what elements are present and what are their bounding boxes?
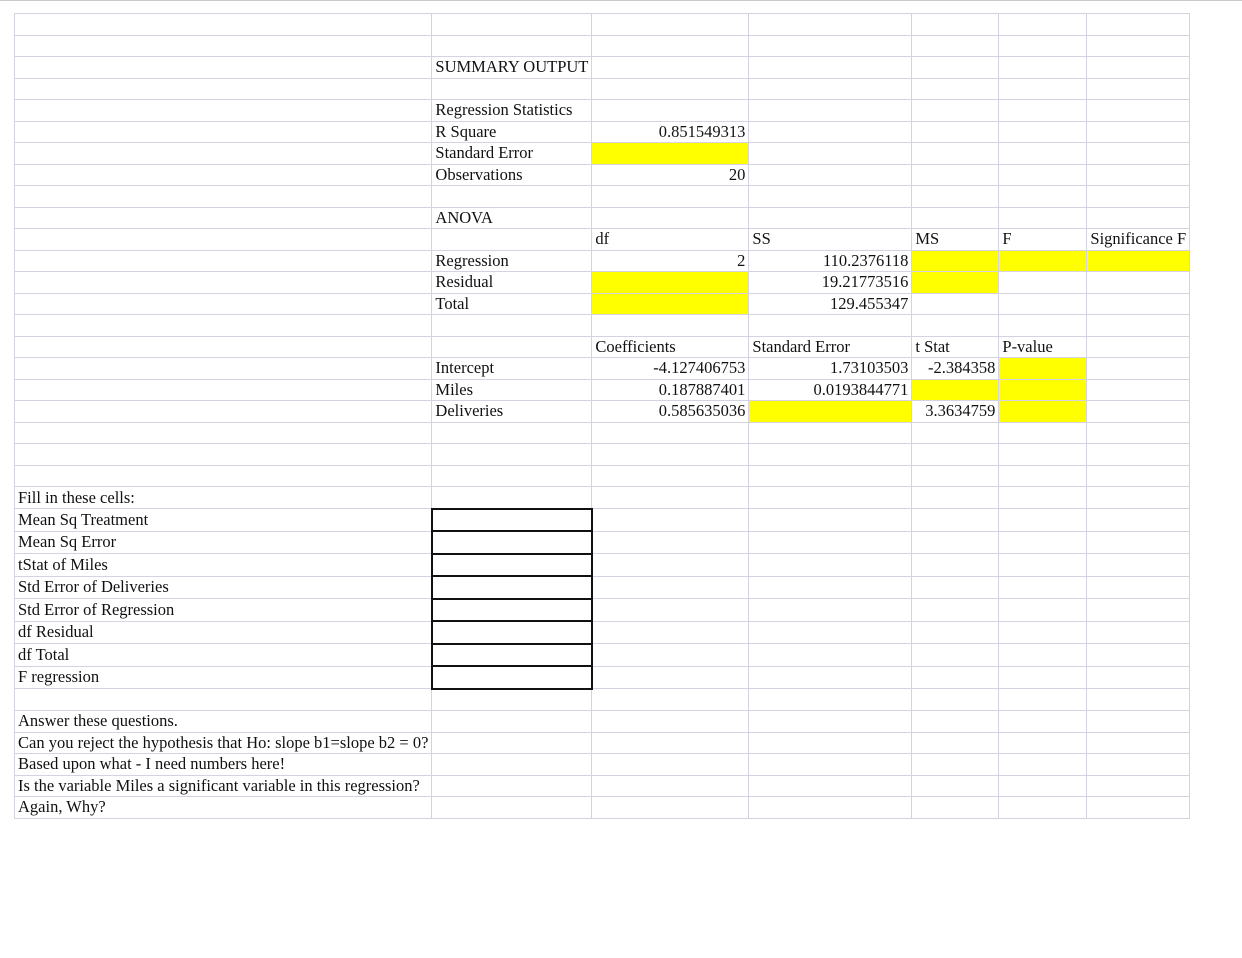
sheet-row [15,164,1190,186]
cell[interactable] [999,711,1087,733]
anova-total-label[interactable]: Total [432,293,592,315]
cell[interactable] [749,576,912,599]
cell[interactable] [1087,186,1190,208]
cell[interactable] [1087,797,1190,819]
coef-intercept-se[interactable]: 1.73103503 [749,358,912,380]
cell[interactable] [749,554,912,577]
cell[interactable] [1087,272,1190,294]
cell[interactable] [15,207,432,229]
cell[interactable] [592,531,749,554]
sheet-row [15,775,1190,797]
cell[interactable] [592,78,749,100]
anova-header-significance-f[interactable]: Significance F [1087,229,1190,251]
fill-in-heading[interactable]: Fill in these cells: [15,487,432,509]
coef-header-standard-error[interactable]: Standard Error [749,336,912,358]
cell[interactable] [592,666,749,689]
cell[interactable] [1087,422,1190,444]
cell[interactable] [749,689,912,711]
sheet-row [15,379,1190,401]
cell[interactable] [15,401,432,423]
cell[interactable] [1087,689,1190,711]
cell[interactable] [749,444,912,466]
anova-header-ms[interactable]: MS [912,229,999,251]
cell[interactable] [999,14,1087,36]
fill-in-item-label[interactable]: Mean Sq Error [15,531,432,554]
cell[interactable] [432,35,592,57]
fill-in-item-label[interactable]: tStat of Miles [15,554,432,577]
cell[interactable] [1087,35,1190,57]
cell[interactable] [592,775,749,797]
cell[interactable] [912,644,999,667]
cell[interactable] [432,487,592,509]
cell[interactable] [912,186,999,208]
cell[interactable] [1087,754,1190,776]
observations-value[interactable]: 20 [592,164,749,186]
cell[interactable] [15,358,432,380]
cell[interactable] [912,422,999,444]
answer-cell-df-residual[interactable] [432,621,592,644]
sheet-row [15,644,1190,667]
cell[interactable] [592,315,749,337]
cell[interactable] [912,444,999,466]
cell[interactable] [432,336,592,358]
cell[interactable] [912,576,999,599]
sheet-row [15,121,1190,143]
cell[interactable] [592,14,749,36]
coef-deliveries-p-value-highlighted[interactable] [999,401,1087,423]
coef-miles-value[interactable]: 0.187887401 [592,379,749,401]
cell[interactable] [912,732,999,754]
sheet-row [15,272,1190,294]
coef-header-coefficients[interactable]: Coefficients [592,336,749,358]
cell[interactable] [999,444,1087,466]
anova-residual-ss[interactable]: 19.21773516 [749,272,912,294]
cell[interactable] [15,315,432,337]
questions-heading[interactable]: Answer these questions. [15,711,432,733]
cell[interactable] [1087,509,1190,532]
cell[interactable] [912,57,999,79]
cell[interactable] [1087,576,1190,599]
cell[interactable] [749,754,912,776]
anova-regression-label[interactable]: Regression [432,250,592,272]
cell[interactable] [592,186,749,208]
fill-in-item-label[interactable]: Mean Sq Treatment [15,509,432,532]
cell[interactable] [999,576,1087,599]
sheet-row [15,358,1190,380]
cell[interactable] [15,379,432,401]
cell[interactable] [15,35,432,57]
coef-intercept-p-value-highlighted[interactable] [999,358,1087,380]
cell[interactable] [1087,315,1190,337]
sheet-row [15,509,1190,532]
cell[interactable] [999,78,1087,100]
question-item[interactable]: Based upon what - I need numbers here! [15,754,432,776]
regression-statistics-heading[interactable]: Regression Statistics [432,100,592,122]
anova-regression-significance-f-highlighted[interactable] [1087,250,1190,272]
cell[interactable] [912,554,999,577]
sheet-row [15,422,1190,444]
cell[interactable] [912,143,999,165]
cell[interactable] [749,186,912,208]
cell[interactable] [999,164,1087,186]
coef-miles-se[interactable]: 0.0193844771 [749,379,912,401]
cell[interactable] [1087,666,1190,689]
coef-deliveries-se-highlighted[interactable] [749,401,912,423]
cell[interactable] [1087,121,1190,143]
cell[interactable] [999,797,1087,819]
anova-total-ss[interactable]: 129.455347 [749,293,912,315]
cell[interactable] [432,14,592,36]
cell[interactable] [15,164,432,186]
fill-in-item-label[interactable]: df Total [15,644,432,667]
cell[interactable] [15,250,432,272]
r-square-value[interactable]: 0.851549313 [592,121,749,143]
cell[interactable] [1087,143,1190,165]
cell[interactable] [1087,775,1190,797]
cell[interactable] [999,509,1087,532]
cell[interactable] [592,487,749,509]
cell[interactable] [15,465,432,487]
anova-header-df[interactable]: df [592,229,749,251]
anova-regression-df[interactable]: 2 [592,250,749,272]
answer-cell-tstat-miles[interactable] [432,554,592,577]
sheet-row [15,401,1190,423]
cell[interactable] [432,78,592,100]
sheet-row [15,14,1190,36]
sheet-row [15,531,1190,554]
cell[interactable] [592,509,749,532]
cell[interactable] [999,599,1087,622]
cell[interactable] [1087,57,1190,79]
cell[interactable] [999,465,1087,487]
cell[interactable] [1087,444,1190,466]
coef-deliveries-t-stat[interactable]: 3.3634759 [912,401,999,423]
coef-intercept-value[interactable]: -4.127406753 [592,358,749,380]
cell[interactable] [432,422,592,444]
cell[interactable] [749,14,912,36]
cell[interactable] [999,207,1087,229]
cell[interactable] [999,422,1087,444]
cell[interactable] [749,78,912,100]
cell[interactable] [432,797,592,819]
cell[interactable] [432,186,592,208]
question-item[interactable]: Again, Why? [15,797,432,819]
cell[interactable] [999,35,1087,57]
cell[interactable] [999,754,1087,776]
cell[interactable] [749,711,912,733]
anova-header-f[interactable]: F [999,229,1087,251]
window-top-border [0,0,1242,1]
sheet-row [15,207,1190,229]
cell[interactable] [432,754,592,776]
cell[interactable] [592,797,749,819]
cell[interactable] [999,186,1087,208]
cell[interactable] [592,422,749,444]
cell[interactable] [432,689,592,711]
question-item[interactable]: Is the variable Miles a significant variable in this regression? [15,775,432,797]
fill-in-item-label[interactable]: Std Error of Regression [15,599,432,622]
anova-residual-ms-highlighted[interactable] [912,272,999,294]
cell[interactable] [999,121,1087,143]
answer-cell-mean-sq-error[interactable] [432,531,592,554]
cell[interactable] [592,207,749,229]
cell[interactable] [749,775,912,797]
cell[interactable] [999,272,1087,294]
cell[interactable] [592,644,749,667]
cell[interactable] [749,35,912,57]
coef-header-t-stat[interactable]: t Stat [912,336,999,358]
cell[interactable] [912,689,999,711]
cell[interactable] [912,14,999,36]
cell[interactable] [912,465,999,487]
cell[interactable] [912,487,999,509]
cell[interactable] [749,315,912,337]
cell[interactable] [15,143,432,165]
sheet-row [15,78,1190,100]
cell[interactable] [1087,164,1190,186]
sheet-row [15,336,1190,358]
answer-cell-std-error-deliveries[interactable] [432,576,592,599]
cell[interactable] [912,599,999,622]
cell[interactable] [1087,293,1190,315]
sheet-row [15,689,1190,711]
cell[interactable] [1087,401,1190,423]
sheet-row [15,444,1190,466]
cell[interactable] [15,57,432,79]
cell[interactable] [749,465,912,487]
cell[interactable] [912,35,999,57]
fill-in-item-label[interactable]: df Residual [15,621,432,644]
coef-header-p-value[interactable]: P-value [999,336,1087,358]
cell[interactable] [1087,358,1190,380]
sheet-row [15,487,1190,509]
cell[interactable] [592,621,749,644]
cell[interactable] [999,57,1087,79]
cell[interactable] [432,711,592,733]
cell[interactable] [999,775,1087,797]
sheet-row [15,57,1190,79]
anova-residual-df-highlighted[interactable] [592,272,749,294]
summary-output-title[interactable]: SUMMARY OUTPUT [432,57,592,79]
cell[interactable] [15,422,432,444]
sheet-row [15,315,1190,337]
sheet-row [15,35,1190,57]
cell[interactable] [749,422,912,444]
standard-error-value-highlighted[interactable] [592,143,749,165]
cell[interactable] [432,229,592,251]
cell[interactable] [15,336,432,358]
coef-intercept-t-stat[interactable]: -2.384358 [912,358,999,380]
sheet-row [15,797,1190,819]
cell[interactable] [999,315,1087,337]
cell[interactable] [15,229,432,251]
cell[interactable] [999,732,1087,754]
cell[interactable] [999,293,1087,315]
cell[interactable] [912,207,999,229]
anova-heading[interactable]: ANOVA [432,207,592,229]
observations-label[interactable]: Observations [432,164,592,186]
cell[interactable] [749,666,912,689]
question-item[interactable]: Can you reject the hypothesis that Ho: slope b1=slope b2 = 0? [15,732,432,754]
cell[interactable] [592,57,749,79]
cell[interactable] [15,14,432,36]
cell[interactable] [912,164,999,186]
cell[interactable] [749,644,912,667]
cell[interactable] [15,121,432,143]
coef-intercept-label[interactable]: Intercept [432,358,592,380]
cell[interactable] [912,100,999,122]
cell[interactable] [1087,711,1190,733]
cell[interactable] [432,444,592,466]
cell[interactable] [1087,465,1190,487]
cell[interactable] [749,121,912,143]
cell[interactable] [1087,599,1190,622]
sheet-row [15,100,1190,122]
cell[interactable] [999,531,1087,554]
anova-regression-ms-highlighted[interactable] [912,250,999,272]
cell[interactable] [999,621,1087,644]
cell[interactable] [912,775,999,797]
cell[interactable] [999,666,1087,689]
cell[interactable] [749,797,912,819]
sheet-row [15,599,1190,622]
sheet-row [15,554,1190,577]
cell[interactable] [912,293,999,315]
cell[interactable] [1087,379,1190,401]
anova-regression-ss[interactable]: 110.2376118 [749,250,912,272]
cell[interactable] [999,100,1087,122]
cell[interactable] [749,531,912,554]
coef-miles-p-value-highlighted[interactable] [999,379,1087,401]
cell[interactable] [1087,336,1190,358]
sheet-row [15,732,1190,754]
fill-in-item-label[interactable]: F regression [15,666,432,689]
cell[interactable] [749,164,912,186]
cell[interactable] [1087,732,1190,754]
coef-deliveries-value[interactable]: 0.585635036 [592,401,749,423]
cell[interactable] [749,599,912,622]
cell[interactable] [1087,487,1190,509]
sheet-row [15,186,1190,208]
cell[interactable] [15,272,432,294]
cell[interactable] [912,78,999,100]
cell[interactable] [999,143,1087,165]
cell[interactable] [432,465,592,487]
cell[interactable] [912,121,999,143]
anova-header-ss[interactable]: SS [749,229,912,251]
cell[interactable] [999,644,1087,667]
cell[interactable] [592,35,749,57]
sheet-row [15,293,1190,315]
sheet-row [15,143,1190,165]
cell[interactable] [592,754,749,776]
cell[interactable] [1087,531,1190,554]
cell[interactable] [432,775,592,797]
cell[interactable] [749,509,912,532]
cell[interactable] [999,689,1087,711]
cell[interactable] [592,599,749,622]
cell[interactable] [749,143,912,165]
cell[interactable] [749,207,912,229]
cell[interactable] [912,531,999,554]
cell[interactable] [1087,554,1190,577]
cell[interactable] [749,100,912,122]
cell[interactable] [749,732,912,754]
cell[interactable] [15,293,432,315]
sheet-row [15,576,1190,599]
cell[interactable] [749,57,912,79]
cell[interactable] [15,444,432,466]
answer-cell-df-total[interactable] [432,644,592,667]
cell[interactable] [432,315,592,337]
cell[interactable] [432,732,592,754]
anova-regression-f-highlighted[interactable] [999,250,1087,272]
r-square-label[interactable]: R Square [432,121,592,143]
cell[interactable] [592,465,749,487]
sheet-row [15,711,1190,733]
sheet-row [15,250,1190,272]
cell[interactable] [912,621,999,644]
cell[interactable] [912,509,999,532]
coef-miles-t-stat-highlighted[interactable] [912,379,999,401]
sheet-row [15,465,1190,487]
anova-residual-label[interactable]: Residual [432,272,592,294]
cell[interactable] [912,711,999,733]
cell[interactable] [592,576,749,599]
sheet-row [15,754,1190,776]
cell[interactable] [15,689,432,711]
coef-deliveries-label[interactable]: Deliveries [432,401,592,423]
sheet-row [15,621,1190,644]
coef-miles-label[interactable]: Miles [432,379,592,401]
spreadsheet-grid [14,13,1190,819]
cell[interactable] [912,797,999,819]
cell[interactable] [15,78,432,100]
cell[interactable] [749,487,912,509]
cell[interactable] [592,444,749,466]
cell[interactable] [1087,621,1190,644]
fill-in-item-label[interactable]: Std Error of Deliveries [15,576,432,599]
cell[interactable] [1087,207,1190,229]
answer-cell-std-error-regression[interactable] [432,599,592,622]
cell[interactable] [592,100,749,122]
sheet-row [15,229,1190,251]
cell[interactable] [592,554,749,577]
cell[interactable] [912,315,999,337]
cell[interactable] [1087,100,1190,122]
cell[interactable] [999,487,1087,509]
anova-total-df-highlighted[interactable] [592,293,749,315]
cell[interactable] [15,186,432,208]
answer-cell-mean-sq-treatment[interactable] [432,509,592,532]
cell[interactable] [1087,644,1190,667]
cell[interactable] [1087,78,1190,100]
cell[interactable] [999,554,1087,577]
standard-error-label[interactable]: Standard Error [432,143,592,165]
cell[interactable] [912,754,999,776]
cell[interactable] [592,689,749,711]
cell[interactable] [749,621,912,644]
sheet-row [15,666,1190,689]
answer-cell-f-regression[interactable] [432,666,592,689]
cell[interactable] [15,100,432,122]
cell[interactable] [912,666,999,689]
cell[interactable] [592,732,749,754]
cell[interactable] [592,711,749,733]
cell[interactable] [1087,14,1190,36]
